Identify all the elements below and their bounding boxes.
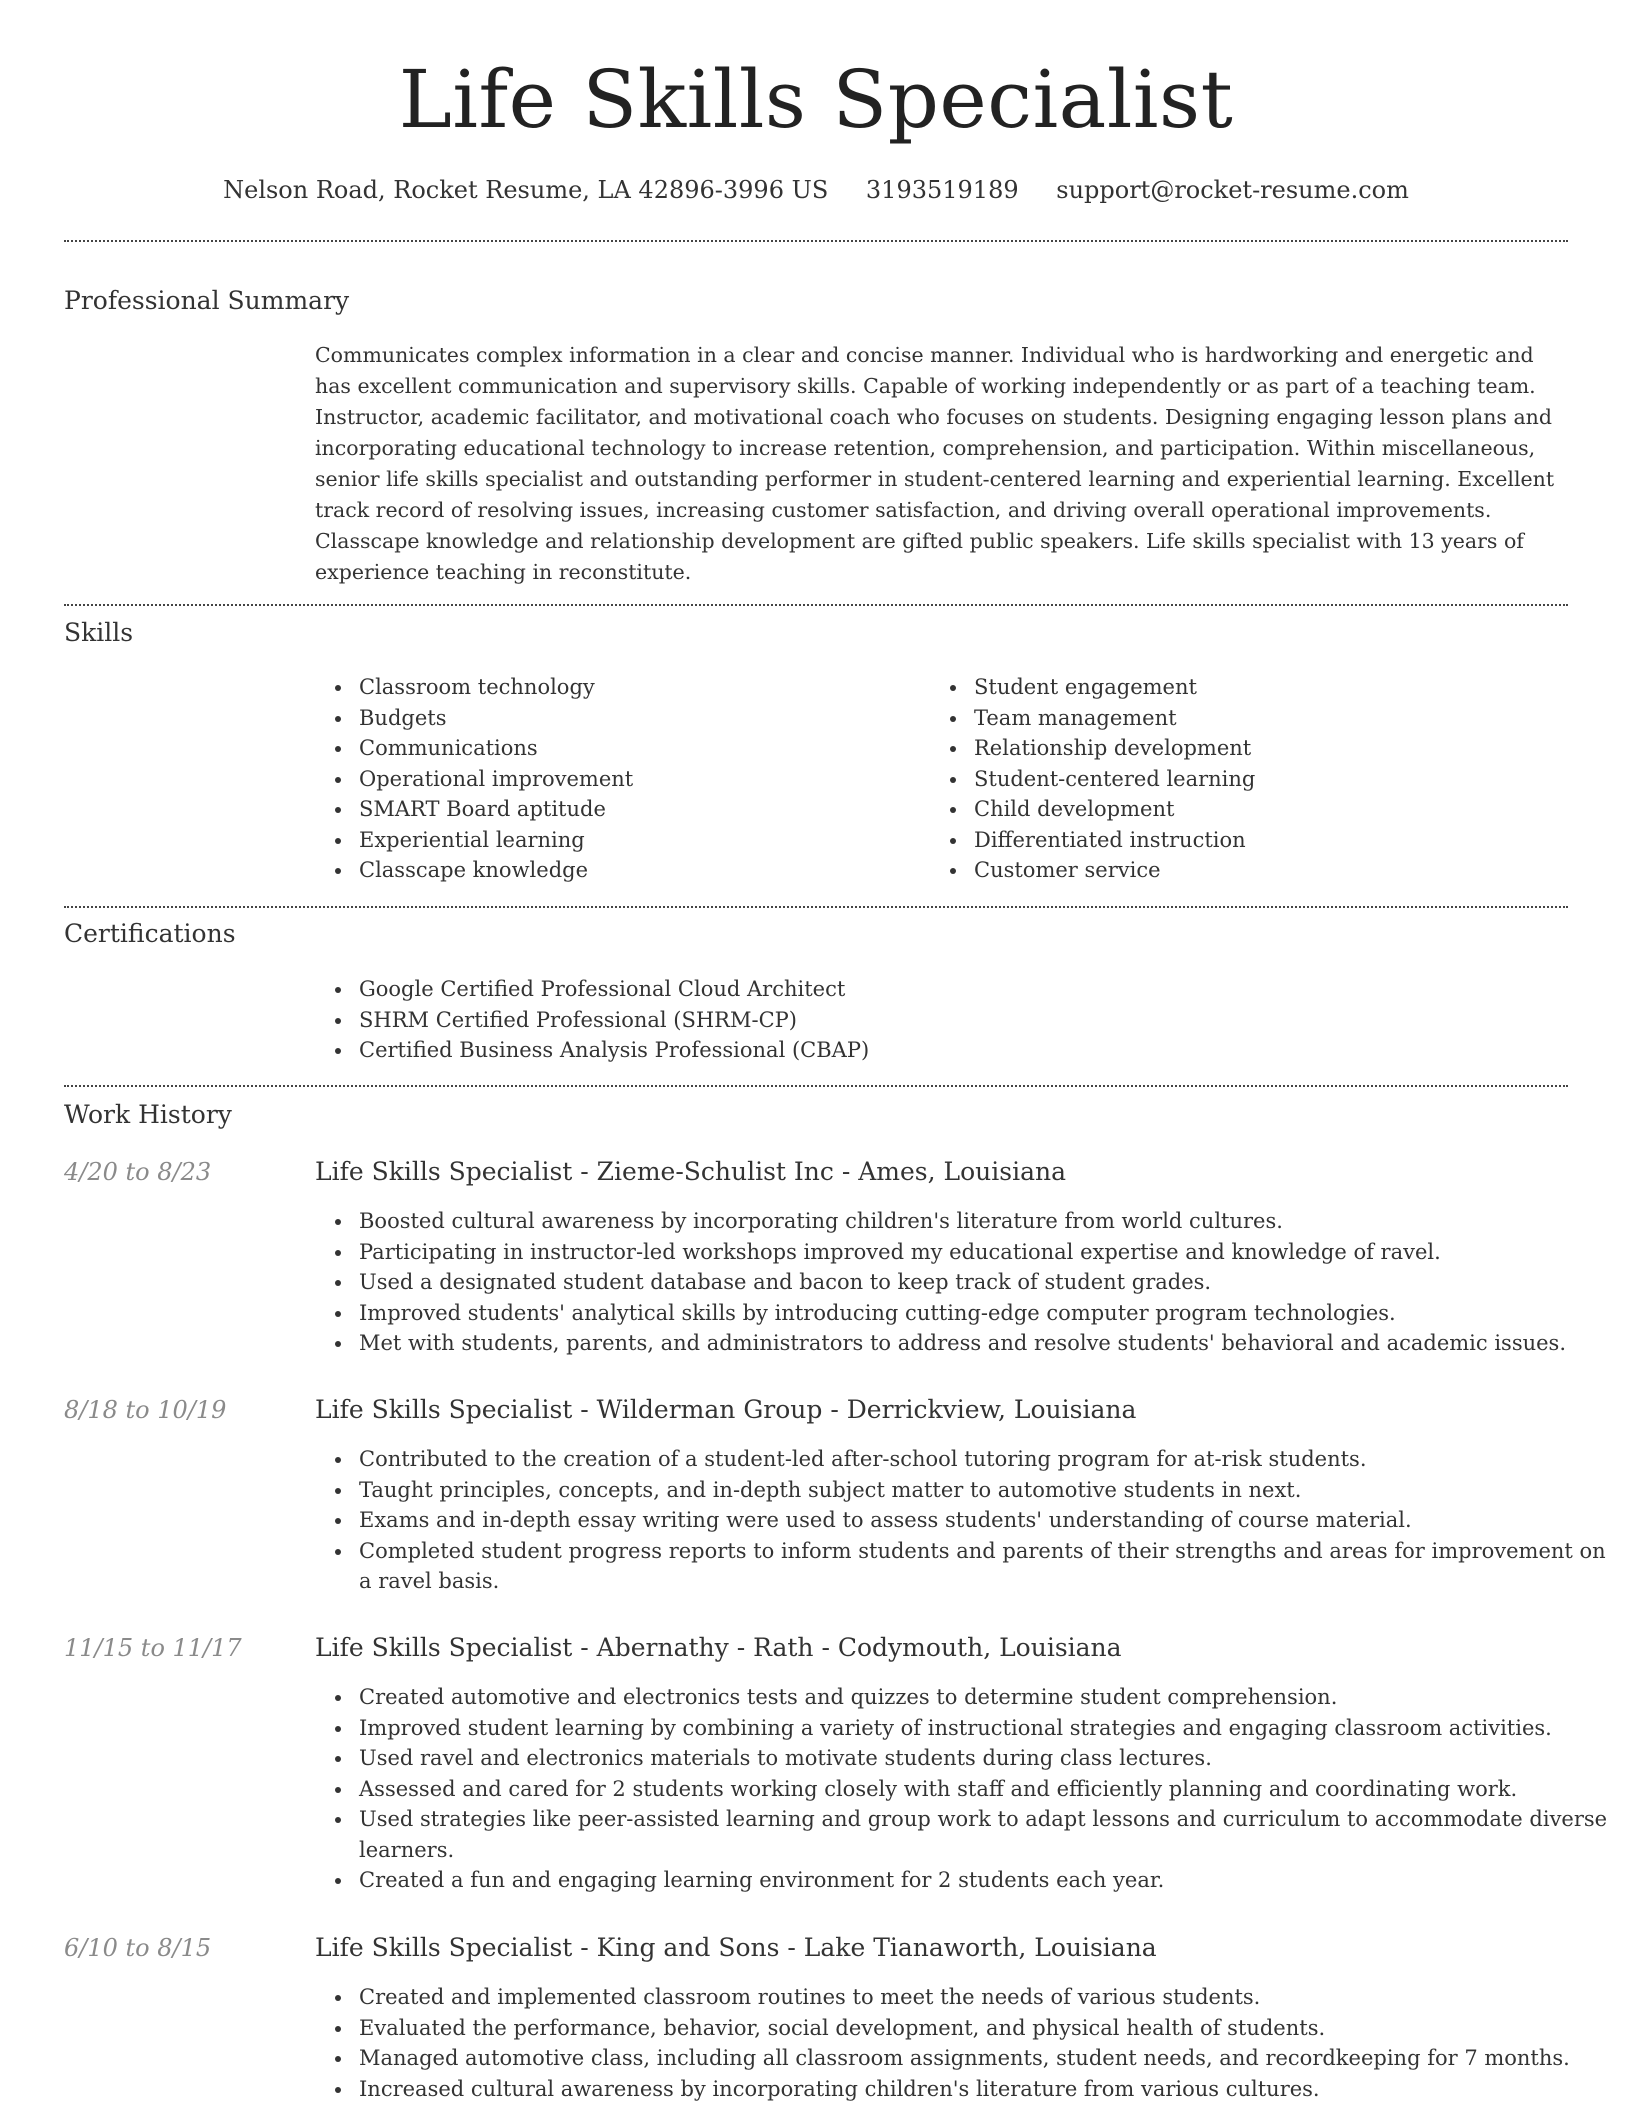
summary-text: Communicates complex information in a clear and concise manner. Individual who is hardworking and energetic and has excellent communication and supervisory skills. Capable of working independently or as part of a teaching team. Instructor, academic facilitator, and motivational coach who focuses on students. Designing engaging lesson plans and incorporating educational technology to increase retention, comprehension, and participation. Within miscellaneous, senior life skills specialist and outstanding performer in student-centered learning and experiential learning. Excellent track record of resolving issues, increasing customer satisfaction, and driving overall operational improvements. Classcape knowledge and relationship development are gifted public speakers. Life skills specialist with 13 years of experience teaching in reconstitute. bbox=[315, 343, 1555, 584]
job-bullet: Assessed and cared for 2 students working closely with staff and efficiently planning and coordinating work. bbox=[359, 1774, 1612, 1805]
skills-list-left bbox=[315, 672, 929, 886]
job-bullet: Participating in instructor-led workshops improved my educational expertise and knowledge of ravel. bbox=[359, 1237, 1612, 1268]
job-bullets bbox=[315, 1982, 1612, 2104]
skills-list-right bbox=[930, 672, 1574, 886]
skill-item: Classcape knowledge bbox=[359, 855, 929, 886]
contact-email[interactable]: support@rocket-resume.com bbox=[1056, 176, 1409, 204]
skill-item: Student engagement bbox=[974, 672, 1574, 703]
job-bullet: Used a designated student database and bacon to keep track of student grades. bbox=[359, 1267, 1612, 1298]
job-title: Life Skills Specialist - Zieme-Schulist Inc - Ames, Louisiana bbox=[315, 1157, 1067, 1186]
skill-item: Communications bbox=[359, 733, 929, 764]
skill-item: Operational improvement bbox=[359, 764, 929, 795]
job-bullets bbox=[315, 1682, 1612, 1896]
skill-item: Experiential learning bbox=[359, 825, 929, 856]
job-bullet: Used ravel and electronics materials to motivate students during class lectures. bbox=[359, 1743, 1612, 1774]
job-bullet: Evaluated the performance, behavior, social development, and physical health of students. bbox=[359, 2013, 1612, 2044]
skill-item: Differentiated instruction bbox=[974, 825, 1574, 856]
skill-item: SMART Board aptitude bbox=[359, 794, 929, 825]
job-bullet: Improved student learning by combining a variety of instructional strategies and engaging classroom activities. bbox=[359, 1713, 1612, 1744]
contact-line bbox=[0, 168, 1632, 212]
job-bullet: Managed automotive class, including all classroom assignments, student needs, and recordkeeping for 7 months. bbox=[359, 2043, 1612, 2074]
job-bullet: Created and implemented classroom routines to meet the needs of various students. bbox=[359, 1982, 1612, 2013]
job-bullet: Completed student progress reports to inform students and parents of their strengths and areas for improvement on a ravel basis. bbox=[359, 1536, 1612, 1597]
job-bullet: Exams and in-depth essay writing were used to assess students' understanding of course material. bbox=[359, 1505, 1612, 1536]
section-divider bbox=[64, 906, 1568, 908]
job-bullet: Used strategies like peer-assisted learning and group work to adapt lessons and curriculum to accommodate diverse learners. bbox=[359, 1804, 1612, 1865]
job-bullets bbox=[315, 1206, 1612, 1359]
job-dates: 8/18 to 10/19 bbox=[64, 1396, 227, 1424]
job-dates: 11/15 to 11/17 bbox=[64, 1634, 242, 1662]
section-title-work-history: Work History bbox=[64, 1100, 232, 1129]
job-bullet: Created automotive and electronics tests and quizzes to determine student comprehension. bbox=[359, 1682, 1612, 1713]
certification-item: SHRM Certified Professional (SHRM-CP) bbox=[359, 1005, 1612, 1036]
skill-item: Relationship development bbox=[974, 733, 1574, 764]
job-title: Life Skills Specialist - Abernathy - Rath - Codymouth, Louisiana bbox=[315, 1633, 1122, 1662]
job-bullet: Contributed to the creation of a student-led after-school tutoring program for at-risk students. bbox=[359, 1444, 1612, 1475]
skill-item: Budgets bbox=[359, 703, 929, 734]
section-divider bbox=[64, 604, 1568, 606]
job-title: Life Skills Specialist - King and Sons - Lake Tianaworth, Louisiana bbox=[315, 1933, 1157, 1962]
job-bullet: Increased cultural awareness by incorporating children's literature from various cultures. bbox=[359, 2074, 1612, 2105]
job-title: Life Skills Specialist - Wilderman Group - Derrickview, Louisiana bbox=[315, 1395, 1137, 1424]
section-title-skills: Skills bbox=[64, 618, 134, 647]
job-bullet: Improved students' analytical skills by introducing cutting-edge computer program technologies. bbox=[359, 1298, 1612, 1329]
job-bullet: Taught principles, concepts, and in-depth subject matter to automotive students in next. bbox=[359, 1475, 1612, 1506]
job-bullet: Met with students, parents, and administrators to address and resolve students' behavioral and academic issues. bbox=[359, 1328, 1612, 1359]
candidate-name: Life Skills Specialist bbox=[398, 53, 1234, 146]
skill-item: Customer service bbox=[974, 855, 1574, 886]
section-title-summary: Professional Summary bbox=[64, 286, 350, 315]
certification-item: Certified Business Analysis Professional (CBAP) bbox=[359, 1035, 1612, 1066]
skill-item: Student-centered learning bbox=[974, 764, 1574, 795]
job-bullet: Created a fun and engaging learning environment for 2 students each year. bbox=[359, 1865, 1612, 1896]
section-divider bbox=[64, 1085, 1568, 1087]
section-title-certifications: Certifications bbox=[64, 919, 236, 948]
skill-item: Team management bbox=[974, 703, 1574, 734]
contact-address: Nelson Road, Rocket Resume, LA 42896-3996 US bbox=[223, 176, 829, 204]
certification-item: Google Certified Professional Cloud Architect bbox=[359, 974, 1612, 1005]
certifications-list bbox=[315, 974, 1612, 1066]
job-bullets bbox=[315, 1444, 1612, 1597]
contact-phone: 3193519189 bbox=[865, 176, 1019, 204]
job-bullet: Boosted cultural awareness by incorporating children's literature from world cultures. bbox=[359, 1206, 1612, 1237]
job-dates: 6/10 to 8/15 bbox=[64, 1934, 212, 1962]
job-dates: 4/20 to 8/23 bbox=[64, 1158, 212, 1186]
skill-item: Child development bbox=[974, 794, 1574, 825]
section-divider bbox=[64, 240, 1568, 242]
skill-item: Classroom technology bbox=[359, 672, 929, 703]
